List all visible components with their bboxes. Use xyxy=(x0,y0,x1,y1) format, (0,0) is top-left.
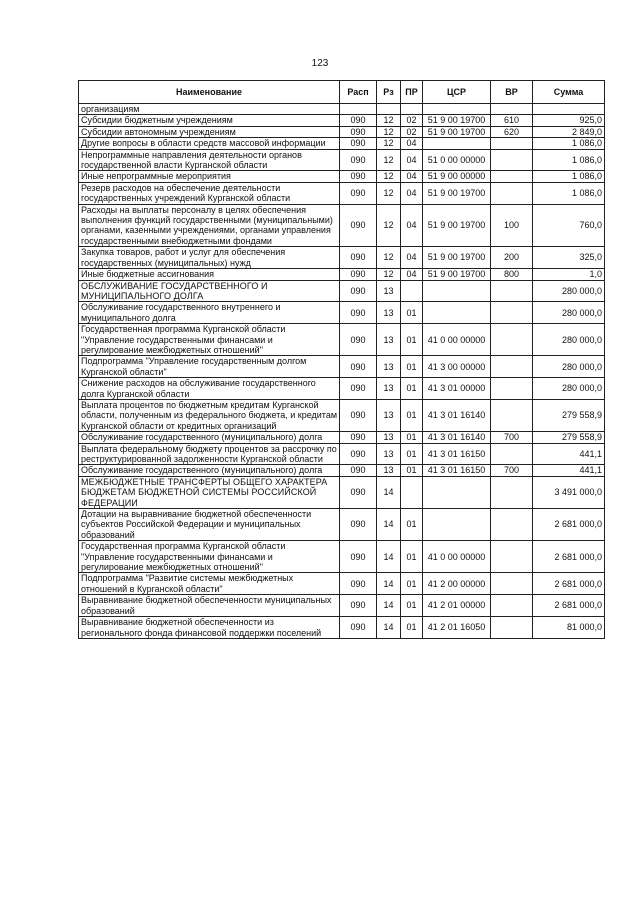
cell-csr: 41 3 01 00000 xyxy=(423,378,491,400)
cell-rz: 12 xyxy=(377,138,401,149)
cell-name: Государственная программа Курганской области "Управление государственными финансами и регулирование межбюджетных отношений" xyxy=(79,324,340,356)
cell-vr xyxy=(491,138,533,149)
cell-rz: 12 xyxy=(377,204,401,247)
cell-name: Государственная программа Курганской области "Управление государственными финансами и регулирование межбюджетных отношений" xyxy=(79,541,340,573)
cell-csr: 41 0 00 00000 xyxy=(423,541,491,573)
cell-rz: 12 xyxy=(377,171,401,182)
cell-rasp: 090 xyxy=(340,573,377,595)
cell-name: Другие вопросы в области средств массовой информации xyxy=(79,138,340,149)
cell-rasp: 090 xyxy=(340,465,377,476)
cell-vr xyxy=(491,171,533,182)
cell-pr: 01 xyxy=(401,541,423,573)
cell-csr xyxy=(423,509,491,541)
cell-csr: 41 3 01 16140 xyxy=(423,432,491,443)
cell-pr: 04 xyxy=(401,269,423,280)
table-row xyxy=(79,465,605,476)
cell-rz: 12 xyxy=(377,182,401,204)
cell-rasp: 090 xyxy=(340,476,377,508)
cell-vr: 700 xyxy=(491,465,533,476)
cell-rasp: 090 xyxy=(340,509,377,541)
table-row xyxy=(79,595,605,617)
cell-name: Обслуживание государственного (муниципального) долга xyxy=(79,465,340,476)
table-row xyxy=(79,443,605,465)
table-row xyxy=(79,115,605,126)
cell-pr: 04 xyxy=(401,171,423,182)
table-row xyxy=(79,138,605,149)
cell-name: Подпрограмма "Управление государственным долгом Курганской области" xyxy=(79,356,340,378)
cell-pr: 01 xyxy=(401,465,423,476)
budget-table xyxy=(78,80,605,639)
cell-rasp: 090 xyxy=(340,280,377,302)
cell-csr: 41 3 00 00000 xyxy=(423,356,491,378)
cell-csr: 51 9 00 00000 xyxy=(423,171,491,182)
cell-vr: 610 xyxy=(491,115,533,126)
cell-rz: 14 xyxy=(377,509,401,541)
cell-sum: 81 000,0 xyxy=(533,617,605,639)
cell-rz: 13 xyxy=(377,443,401,465)
cell-rz: 13 xyxy=(377,280,401,302)
header-rasp: Расп xyxy=(340,81,377,104)
cell-sum: 1 086,0 xyxy=(533,138,605,149)
cell-rasp: 090 xyxy=(340,356,377,378)
cell-vr: 200 xyxy=(491,247,533,269)
cell-pr: 01 xyxy=(401,432,423,443)
cell-rz: 13 xyxy=(377,378,401,400)
cell-vr: 800 xyxy=(491,269,533,280)
cell-sum: 280 000,0 xyxy=(533,378,605,400)
cell-csr: 41 3 01 16150 xyxy=(423,443,491,465)
cell-sum: 2 681 000,0 xyxy=(533,541,605,573)
header-vr: ВР xyxy=(491,81,533,104)
cell-csr xyxy=(423,138,491,149)
cell-sum: 279 558,9 xyxy=(533,399,605,431)
cell-sum: 2 681 000,0 xyxy=(533,573,605,595)
cell-pr: 02 xyxy=(401,115,423,126)
cell-pr: 01 xyxy=(401,302,423,324)
cell-rasp: 090 xyxy=(340,126,377,137)
table-row xyxy=(79,171,605,182)
table-row xyxy=(79,126,605,137)
cell-pr: 01 xyxy=(401,595,423,617)
cell-rz: 12 xyxy=(377,149,401,171)
cell-rz: 14 xyxy=(377,541,401,573)
cell-vr xyxy=(491,302,533,324)
cell-vr xyxy=(491,378,533,400)
cell-sum: 280 000,0 xyxy=(533,356,605,378)
table-row xyxy=(79,149,605,171)
cell-vr xyxy=(491,149,533,171)
cell-pr: 01 xyxy=(401,617,423,639)
cell-name: Субсидии бюджетным учреждениям xyxy=(79,115,340,126)
cell-rasp: 090 xyxy=(340,443,377,465)
cell-sum: 3 491 000,0 xyxy=(533,476,605,508)
table-row xyxy=(79,573,605,595)
cell-vr: 100 xyxy=(491,204,533,247)
cell-rasp: 090 xyxy=(340,378,377,400)
cell-csr: 51 9 00 19700 xyxy=(423,204,491,247)
cell-pr xyxy=(401,476,423,508)
cell-rasp: 090 xyxy=(340,149,377,171)
cell-name: Дотации на выравнивание бюджетной обеспеченности субъектов Российской Федерации и муниципальных образований xyxy=(79,509,340,541)
cell-rasp: 090 xyxy=(340,115,377,126)
cell-sum: 280 000,0 xyxy=(533,302,605,324)
cell-sum: 441,1 xyxy=(533,443,605,465)
cell-sum: 1 086,0 xyxy=(533,182,605,204)
cell-pr: 04 xyxy=(401,149,423,171)
cell-csr: 51 9 00 19700 xyxy=(423,182,491,204)
table-row xyxy=(79,269,605,280)
table-row xyxy=(79,378,605,400)
cell-vr xyxy=(491,573,533,595)
cell-vr xyxy=(491,399,533,431)
cell-sum: 280 000,0 xyxy=(533,280,605,302)
cell-sum: 1 086,0 xyxy=(533,171,605,182)
cell-name: Резерв расходов на обеспечение деятельности государственных учреждений Курганской области xyxy=(79,182,340,204)
table-row xyxy=(79,356,605,378)
table-row xyxy=(79,509,605,541)
table-row xyxy=(79,324,605,356)
cell-name: Закупка товаров, работ и услуг для обеспечения государственных (муниципальных) нужд xyxy=(79,247,340,269)
table-row xyxy=(79,541,605,573)
cell-csr: 51 0 00 00000 xyxy=(423,149,491,171)
cell-rz: 12 xyxy=(377,126,401,137)
header-name: Наименование xyxy=(79,81,340,104)
table-header-row xyxy=(79,81,605,104)
cell-vr xyxy=(491,324,533,356)
cell-rz: 14 xyxy=(377,476,401,508)
page-number: 123 xyxy=(311,58,329,69)
table-row xyxy=(79,476,605,508)
cell-csr: 51 9 00 19700 xyxy=(423,126,491,137)
cell-sum: 280 000,0 xyxy=(533,324,605,356)
cell-rasp: 090 xyxy=(340,269,377,280)
cell-pr: 04 xyxy=(401,204,423,247)
cell-pr: 04 xyxy=(401,138,423,149)
cell-sum: 279 558,9 xyxy=(533,432,605,443)
cell-pr: 01 xyxy=(401,573,423,595)
cell-name: организациям xyxy=(79,104,340,115)
cell-rasp: 090 xyxy=(340,302,377,324)
cell-csr xyxy=(423,476,491,508)
cell-rz: 14 xyxy=(377,617,401,639)
cell-name: Субсидии автономным учреждениям xyxy=(79,126,340,137)
cell-pr: 04 xyxy=(401,182,423,204)
cell-vr xyxy=(491,476,533,508)
cell-csr: 41 2 01 00000 xyxy=(423,595,491,617)
cell-vr xyxy=(491,280,533,302)
cell-name: Выплата процентов по бюджетным кредитам Курганской области, полученным из федерального бюджета, и кредитам Курганской области от кредитных организаций xyxy=(79,399,340,431)
table-body xyxy=(79,104,605,639)
cell-pr: 01 xyxy=(401,399,423,431)
cell-sum: 441,1 xyxy=(533,465,605,476)
cell-pr xyxy=(401,104,423,115)
cell-rz: 13 xyxy=(377,399,401,431)
header-csr: ЦСР xyxy=(423,81,491,104)
cell-rasp: 090 xyxy=(340,204,377,247)
cell-pr: 04 xyxy=(401,247,423,269)
cell-rasp: 090 xyxy=(340,432,377,443)
cell-name: Снижение расходов на обслуживание государственного долга Курганской области xyxy=(79,378,340,400)
cell-name: ОБСЛУЖИВАНИЕ ГОСУДАРСТВЕННОГО И МУНИЦИПАЛЬНОГО ДОЛГА xyxy=(79,280,340,302)
table-row xyxy=(79,302,605,324)
cell-rz: 12 xyxy=(377,247,401,269)
cell-pr xyxy=(401,280,423,302)
cell-csr: 41 2 01 16050 xyxy=(423,617,491,639)
cell-csr: 41 3 01 16140 xyxy=(423,399,491,431)
cell-rz: 12 xyxy=(377,269,401,280)
cell-csr: 51 9 00 19700 xyxy=(423,115,491,126)
cell-name: Выравнивание бюджетной обеспеченности из регионального фонда финансовой поддержки поселений xyxy=(79,617,340,639)
cell-rz: 13 xyxy=(377,324,401,356)
table-row xyxy=(79,247,605,269)
cell-name: Непрограммные направления деятельности органов государственной власти Курганской области xyxy=(79,149,340,171)
header-rz: Рз xyxy=(377,81,401,104)
cell-sum: 325,0 xyxy=(533,247,605,269)
table-row xyxy=(79,432,605,443)
table-row xyxy=(79,204,605,247)
cell-rasp: 090 xyxy=(340,324,377,356)
cell-sum: 1,0 xyxy=(533,269,605,280)
cell-rasp: 090 xyxy=(340,182,377,204)
cell-csr: 41 0 00 00000 xyxy=(423,324,491,356)
cell-rz xyxy=(377,104,401,115)
cell-csr: 51 9 00 19700 xyxy=(423,247,491,269)
header-pr: ПР xyxy=(401,81,423,104)
table-row xyxy=(79,617,605,639)
cell-vr xyxy=(491,182,533,204)
cell-csr xyxy=(423,302,491,324)
cell-sum: 2 849,0 xyxy=(533,126,605,137)
cell-rz: 12 xyxy=(377,115,401,126)
cell-vr xyxy=(491,617,533,639)
cell-name: Подпрограмма "Развитие системы межбюджетных отношений в Курганской области" xyxy=(79,573,340,595)
cell-vr: 620 xyxy=(491,126,533,137)
cell-sum: 2 681 000,0 xyxy=(533,509,605,541)
cell-rz: 13 xyxy=(377,302,401,324)
cell-name: Обслуживание государственного (муниципального) долга xyxy=(79,432,340,443)
cell-pr: 01 xyxy=(401,443,423,465)
cell-pr: 01 xyxy=(401,356,423,378)
cell-vr xyxy=(491,595,533,617)
cell-name: МЕЖБЮДЖЕТНЫЕ ТРАНСФЕРТЫ ОБЩЕГО ХАРАКТЕРА БЮДЖЕТАМ БЮДЖЕТНОЙ СИСТЕМЫ РОССИЙСКОЙ ФЕДЕРАЦИИ xyxy=(79,476,340,508)
cell-rz: 13 xyxy=(377,432,401,443)
cell-csr: 51 9 00 19700 xyxy=(423,269,491,280)
cell-sum: 760,0 xyxy=(533,204,605,247)
cell-name: Выравнивание бюджетной обеспеченности муниципальных образований xyxy=(79,595,340,617)
cell-rz: 14 xyxy=(377,595,401,617)
cell-vr xyxy=(491,541,533,573)
cell-csr: 41 2 00 00000 xyxy=(423,573,491,595)
cell-rz: 14 xyxy=(377,573,401,595)
cell-vr xyxy=(491,356,533,378)
cell-name: Выплата федеральному бюджету процентов за рассрочку по реструктурированной задолженности Курганской области xyxy=(79,443,340,465)
cell-vr: 700 xyxy=(491,432,533,443)
cell-sum xyxy=(533,104,605,115)
cell-rasp: 090 xyxy=(340,171,377,182)
cell-vr xyxy=(491,509,533,541)
table-row xyxy=(79,182,605,204)
cell-sum: 1 086,0 xyxy=(533,149,605,171)
cell-rz: 13 xyxy=(377,356,401,378)
cell-pr: 01 xyxy=(401,509,423,541)
cell-sum: 925,0 xyxy=(533,115,605,126)
cell-rasp: 090 xyxy=(340,399,377,431)
table-row xyxy=(79,280,605,302)
cell-vr xyxy=(491,443,533,465)
cell-rasp: 090 xyxy=(340,247,377,269)
cell-rasp: 090 xyxy=(340,541,377,573)
cell-name: Обслуживание государственного внутреннего и муниципального долга xyxy=(79,302,340,324)
cell-csr xyxy=(423,280,491,302)
cell-pr: 01 xyxy=(401,378,423,400)
cell-rasp: 090 xyxy=(340,595,377,617)
cell-rasp: 090 xyxy=(340,138,377,149)
cell-csr xyxy=(423,104,491,115)
cell-rasp xyxy=(340,104,377,115)
cell-rz: 13 xyxy=(377,465,401,476)
cell-pr: 01 xyxy=(401,324,423,356)
cell-name: Расходы на выплаты персоналу в целях обеспечения выполнения функций государственными (муниципальными) органами, казенными учреждениями, органами управления государственными внебюджетными фондами xyxy=(79,204,340,247)
cell-vr xyxy=(491,104,533,115)
cell-rasp: 090 xyxy=(340,617,377,639)
cell-name: Иные непрограммные мероприятия xyxy=(79,171,340,182)
cell-name: Иные бюджетные ассигнования xyxy=(79,269,340,280)
table-row xyxy=(79,399,605,431)
table-row xyxy=(79,104,605,115)
header-sum: Сумма xyxy=(533,81,605,104)
cell-csr: 41 3 01 16150 xyxy=(423,465,491,476)
cell-sum: 2 681 000,0 xyxy=(533,595,605,617)
cell-pr: 02 xyxy=(401,126,423,137)
